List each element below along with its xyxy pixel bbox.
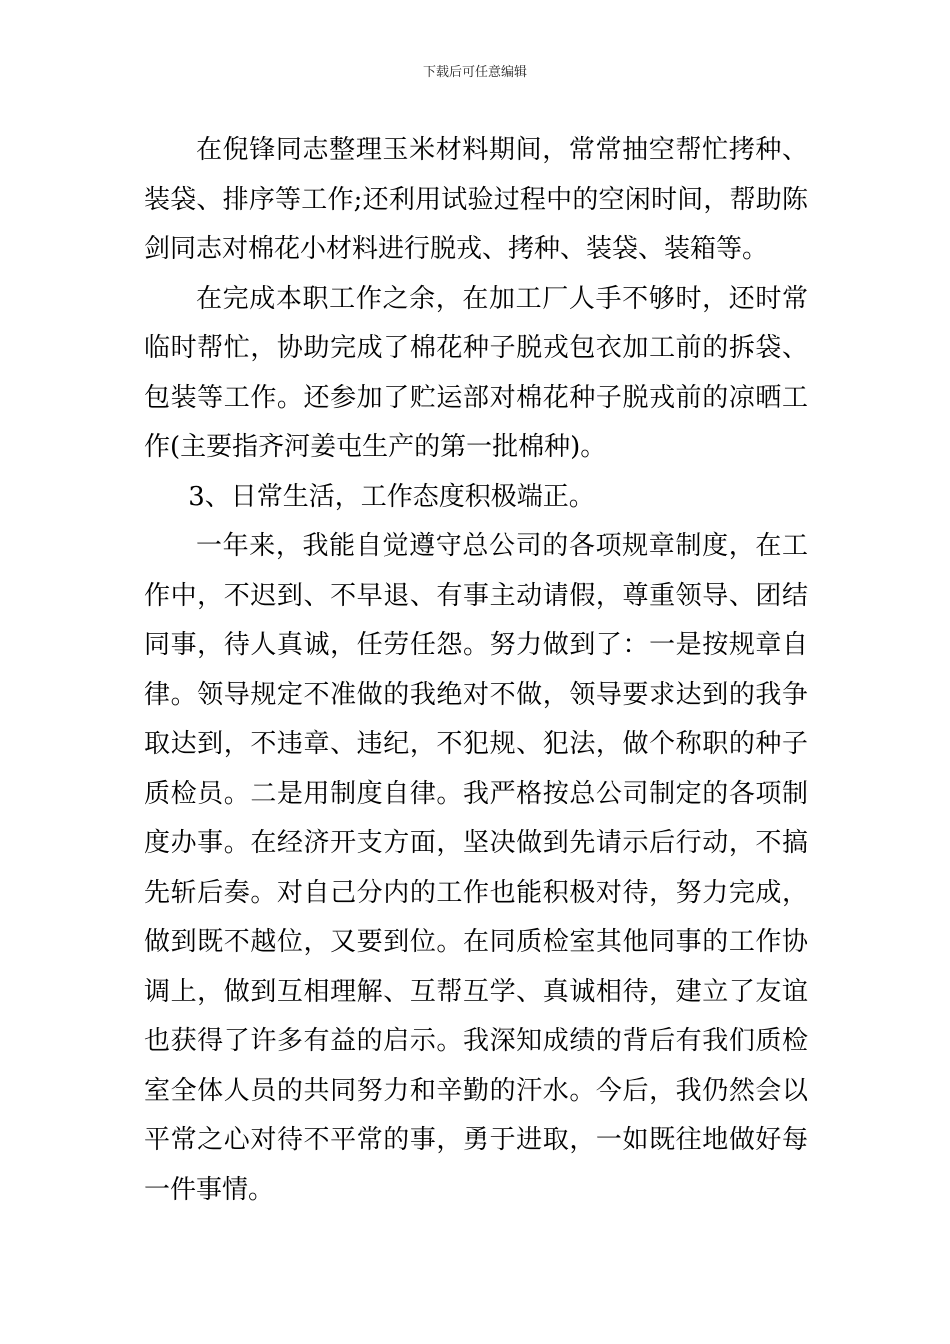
paragraph-2: 在完成本职工作之余，在加工厂人手不够时，还时常临时帮忙，协助完成了棉花种子脱戎包衣加工前的拆袋、包装等工作。还参加了贮运部对棉花种子脱戎前的凉晒工作(主要指齐河姜屯生产的第一批棉种)。 bbox=[144, 283, 808, 462]
paragraph-1: 在倪锋同志整理玉米材料期间，常常抽空帮忙拷种、装袋、排序等工作;还利用试验过程中的空闲时间，帮助陈剑同志对棉花小材料进行脱戎、拷种、装袋、装箱等。 bbox=[144, 135, 808, 264]
section-heading-3: 3、日常生活，工作态度积极端正。 bbox=[188, 481, 595, 512]
document-body bbox=[144, 126, 808, 1215]
page-header: 下载后可任意编辑 bbox=[422, 65, 527, 80]
paragraph-4: 一年来，我能自觉遵守总公司的各项规章制度，在工作中，不迟到、不早退、有事主动请假，尊重领导、团结同事，待人真诚，任劳任怨。努力做到了：一是按规章自律。领导规定不准做的我绝对不做，领导要求达到的我争取达到，不违章、违纪，不犯规、犯法，做个称职的种子质检员。二是用制度自律。我严格按总公司制定的各项制度办事。在经济开支方面，坚决做到先请示后行动，不搞先斩后奏。对自己分内的工作也能积极对待，努力完成，做到既不越位，又要到位。在同质检室其他同事的工作协调上，做到互相理解、互帮互学、真诚相待，建立了友谊也获得了许多有益的启示。我深知成绩的背后有我们质检室全体人员的共同努力和辛勤的汗水。今后，我仍然会以平常之心对待不平常的事，勇于进取，一如既往地做好每一件事情。 bbox=[144, 531, 808, 1205]
